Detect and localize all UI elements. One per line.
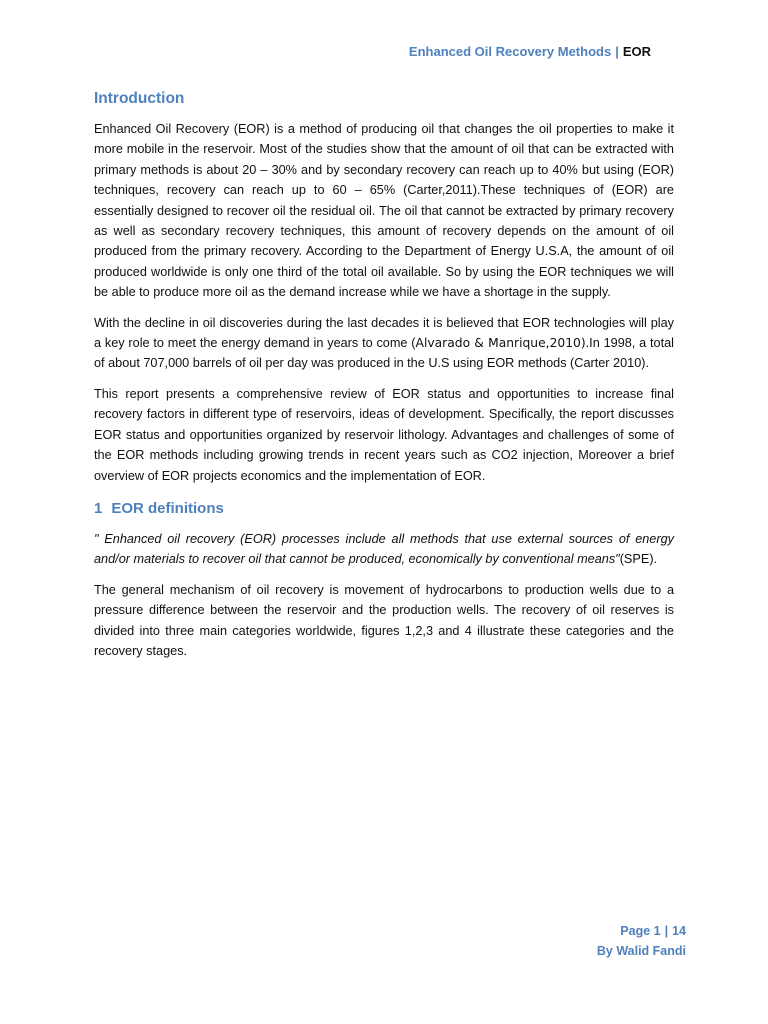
page-label: Page 1	[620, 924, 661, 938]
introduction-heading: Introduction	[94, 90, 185, 107]
author-line: By Walid Fandi	[596, 944, 686, 958]
page-content	[94, 88, 674, 671]
footer-separator: |	[664, 924, 669, 938]
intro-paragraph-3: This report presents a comprehensive review of EOR status and opportunities to increase final recovery factors in different type of reservoirs, ideas of development. Specifically, the report discusses EOR status and opportunities organized by reservoir lithology. Advantages and challenges of some of the EOR methods including growing trends in recent years such as CO2 injection, Moreover a brief overview of EOR projects economics and the implementation of EOR.	[94, 386, 674, 483]
intro-paragraph-2-text-a: With the decline in oil discoveries during the last decades it is believed that EOR technologies will play a key role to meet the energy demand in years to come (	[94, 315, 674, 351]
section-1-number: 1	[94, 499, 103, 517]
header-title: Enhanced Oil Recovery Methods	[408, 44, 612, 59]
intro-paragraph-2	[94, 313, 674, 374]
header-short-title: EOR	[622, 44, 651, 59]
page-number-line	[597, 921, 686, 941]
page-total: 14	[672, 924, 686, 938]
intro-paragraph-1: Enhanced Oil Recovery (EOR) is a method of producing oil that changes the oil properties to make it more mobile in the reservoir. Most of the studies show that the amount of oil that can be extracted with primary methods is about 20 – 30% and by secondary recovery can reach up to 40% but using (EOR) techniques, recovery can reach up to 60 – 65% (Carter,2011).These techniques of (EOR) are essentially designed to recover oil the residual oil. The oil that cannot be extracted by primary recovery as well as secondary recovery techniques, this amount of recovery depends on the amount of oil produced from the primary recovery. According to the Department of Energy U.S.A, the amount of oil produced worldwide is only one third of the total oil available. So by using the EOR techniques we will be able to produce more oil as the demand increase while we have a shortage in the supply.	[94, 122, 674, 300]
page-header	[409, 44, 651, 59]
eor-definition-quote	[94, 529, 674, 570]
section-1-paragraph-2: The general mechanism of oil recovery is movement of hydrocarbons to production wells due to a pressure difference between the reservoir and the production wells. The recovery of oil reserves is divided into three main categories worldwide, figures 1,2,3 and 4 illustrate these categories and the recovery stages.	[94, 582, 674, 658]
header-separator: |	[615, 44, 619, 59]
section-1-title: EOR definitions	[111, 499, 224, 517]
intro-paragraph-2-text-b: .In 1998, a total of about 707,000 barrels of oil per day was produced in the U.S using EOR methods (Carter 2010).	[94, 336, 674, 371]
page-footer	[597, 921, 686, 961]
quote-source: (SPE).	[619, 552, 658, 567]
citation-alvarado: Alvarado & Manrique,2010)	[415, 336, 586, 351]
section-1-heading	[94, 498, 674, 520]
quote-text: " Enhanced oil recovery (EOR) processes include all methods that use external sources of energy and/or materials to recover oil that cannot be produced, economically by conventional means"	[94, 531, 674, 567]
